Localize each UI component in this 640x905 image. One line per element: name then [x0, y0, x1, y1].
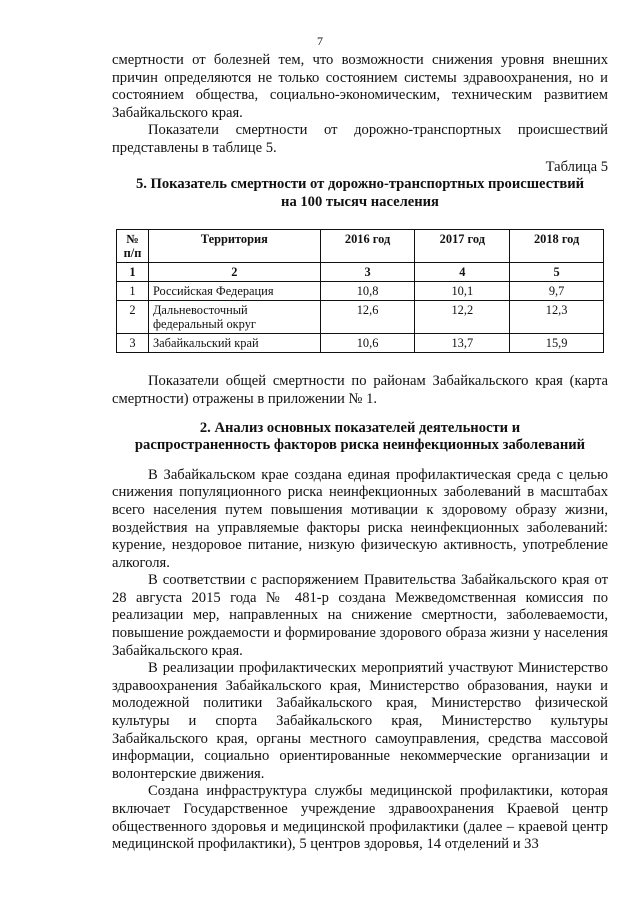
column-number: 4 — [415, 263, 510, 282]
value-cell: 13,7 — [415, 334, 510, 353]
table-row — [117, 334, 604, 353]
table-title — [112, 176, 608, 211]
table-title-line-2: на 100 тысяч населения — [281, 193, 439, 210]
header-cell: Территория — [148, 230, 320, 263]
value-cell: 10,1 — [415, 282, 510, 301]
mortality-table — [116, 229, 604, 353]
row-number: 3 — [117, 334, 149, 353]
table-header-row — [117, 230, 604, 263]
territory-cell: Российская Федерация — [148, 282, 320, 301]
value-cell: 9,7 — [510, 282, 604, 301]
territory-cell: Дальневосточный федеральный округ — [148, 301, 320, 334]
value-cell: 12,2 — [415, 301, 510, 334]
paragraph-3: Показатели общей смертности по районам Забайкальского края (карта смертности) отражены в приложении № 1. — [112, 373, 608, 407]
column-number-row — [117, 263, 604, 282]
column-number: 1 — [117, 263, 149, 282]
page-content — [112, 52, 608, 854]
paragraph-1: смертности от болезней тем, что возможности снижения уровня внешних причин определяются не только состоянием системы здравоохранения, но и состоянием общества, социально-экономическим, техническим развитием Забайкальского края. — [112, 52, 608, 121]
paragraph-2: Показатели смертности от дорожно-транспортных происшествий представлены в таблице 5. — [112, 122, 608, 156]
header-cell: 2017 год — [415, 230, 510, 263]
column-number: 2 — [148, 263, 320, 282]
value-cell: 10,8 — [320, 282, 415, 301]
table-row — [117, 301, 604, 334]
section-title — [112, 420, 608, 455]
header-cell: 2018 год — [510, 230, 604, 263]
value-cell: 12,6 — [320, 301, 415, 334]
value-cell: 12,3 — [510, 301, 604, 334]
column-number: 3 — [320, 263, 415, 282]
header-cell: № п/п — [117, 230, 149, 263]
page-number: 7 — [317, 34, 323, 48]
value-cell: 10,6 — [320, 334, 415, 353]
value-cell: 15,9 — [510, 334, 604, 353]
header-cell: 2016 год — [320, 230, 415, 263]
paragraph-6: В реализации профилактических мероприятий участвуют Министерство здравоохранения Забайкальского края, Министерство образования, науки и молодежной политики Забайкальского края, Министерство физической культуры и спорта Забайкальского края, Министерство культуры Забайкальского края, органы местного самоуправления, средства массовой информации, социально ориентированные некоммерческие организации и волонтерские движения. — [112, 660, 608, 782]
row-number: 1 — [117, 282, 149, 301]
paragraph-7: Создана инфраструктура службы медицинской профилактики, которая включает Государственное учреждение здравоохранения Краевой центр общественного здоровья и медицинской профилактики (далее – краевой центр медицинской профилактики), 5 центров здоровья, 14 отделений и 33 — [112, 783, 608, 853]
paragraph-4: В Забайкальском крае создана единая профилактическая среда с целью снижения популяционного риска неинфекционных заболеваний в масштабах всего населения путем повышения мотивации к здоровому образу жизни, воздействия на управляемые факторы риска неинфекционных заболеваний: курение, нездоровое питание, низкую физическую активность, употребление алкоголя. — [112, 466, 608, 571]
section-title-line-1: 2. Анализ основных показателей деятельности и — [199, 419, 521, 436]
territory-cell: Забайкальский край — [148, 334, 320, 353]
table-label: Таблица 5 — [545, 158, 608, 175]
table-row — [117, 282, 604, 301]
table-title-line-1: 5. Показатель смертности от дорожно-транспортных происшествий — [135, 176, 585, 193]
row-number: 2 — [117, 301, 149, 334]
column-number: 5 — [510, 263, 604, 282]
paragraph-5: В соответствии с распоряжением Правительства Забайкальского края от 28 августа 2015 года № 481-р создана Межведомственная комиссия по реализации мер, направленных на снижение смертности, заболеваемости, повышение рождаемости и формирование здорового образа жизни у населения Забайкальского края. — [112, 572, 608, 659]
section-title-line-2: распространенность факторов риска неинфекционных заболеваний — [134, 437, 586, 454]
